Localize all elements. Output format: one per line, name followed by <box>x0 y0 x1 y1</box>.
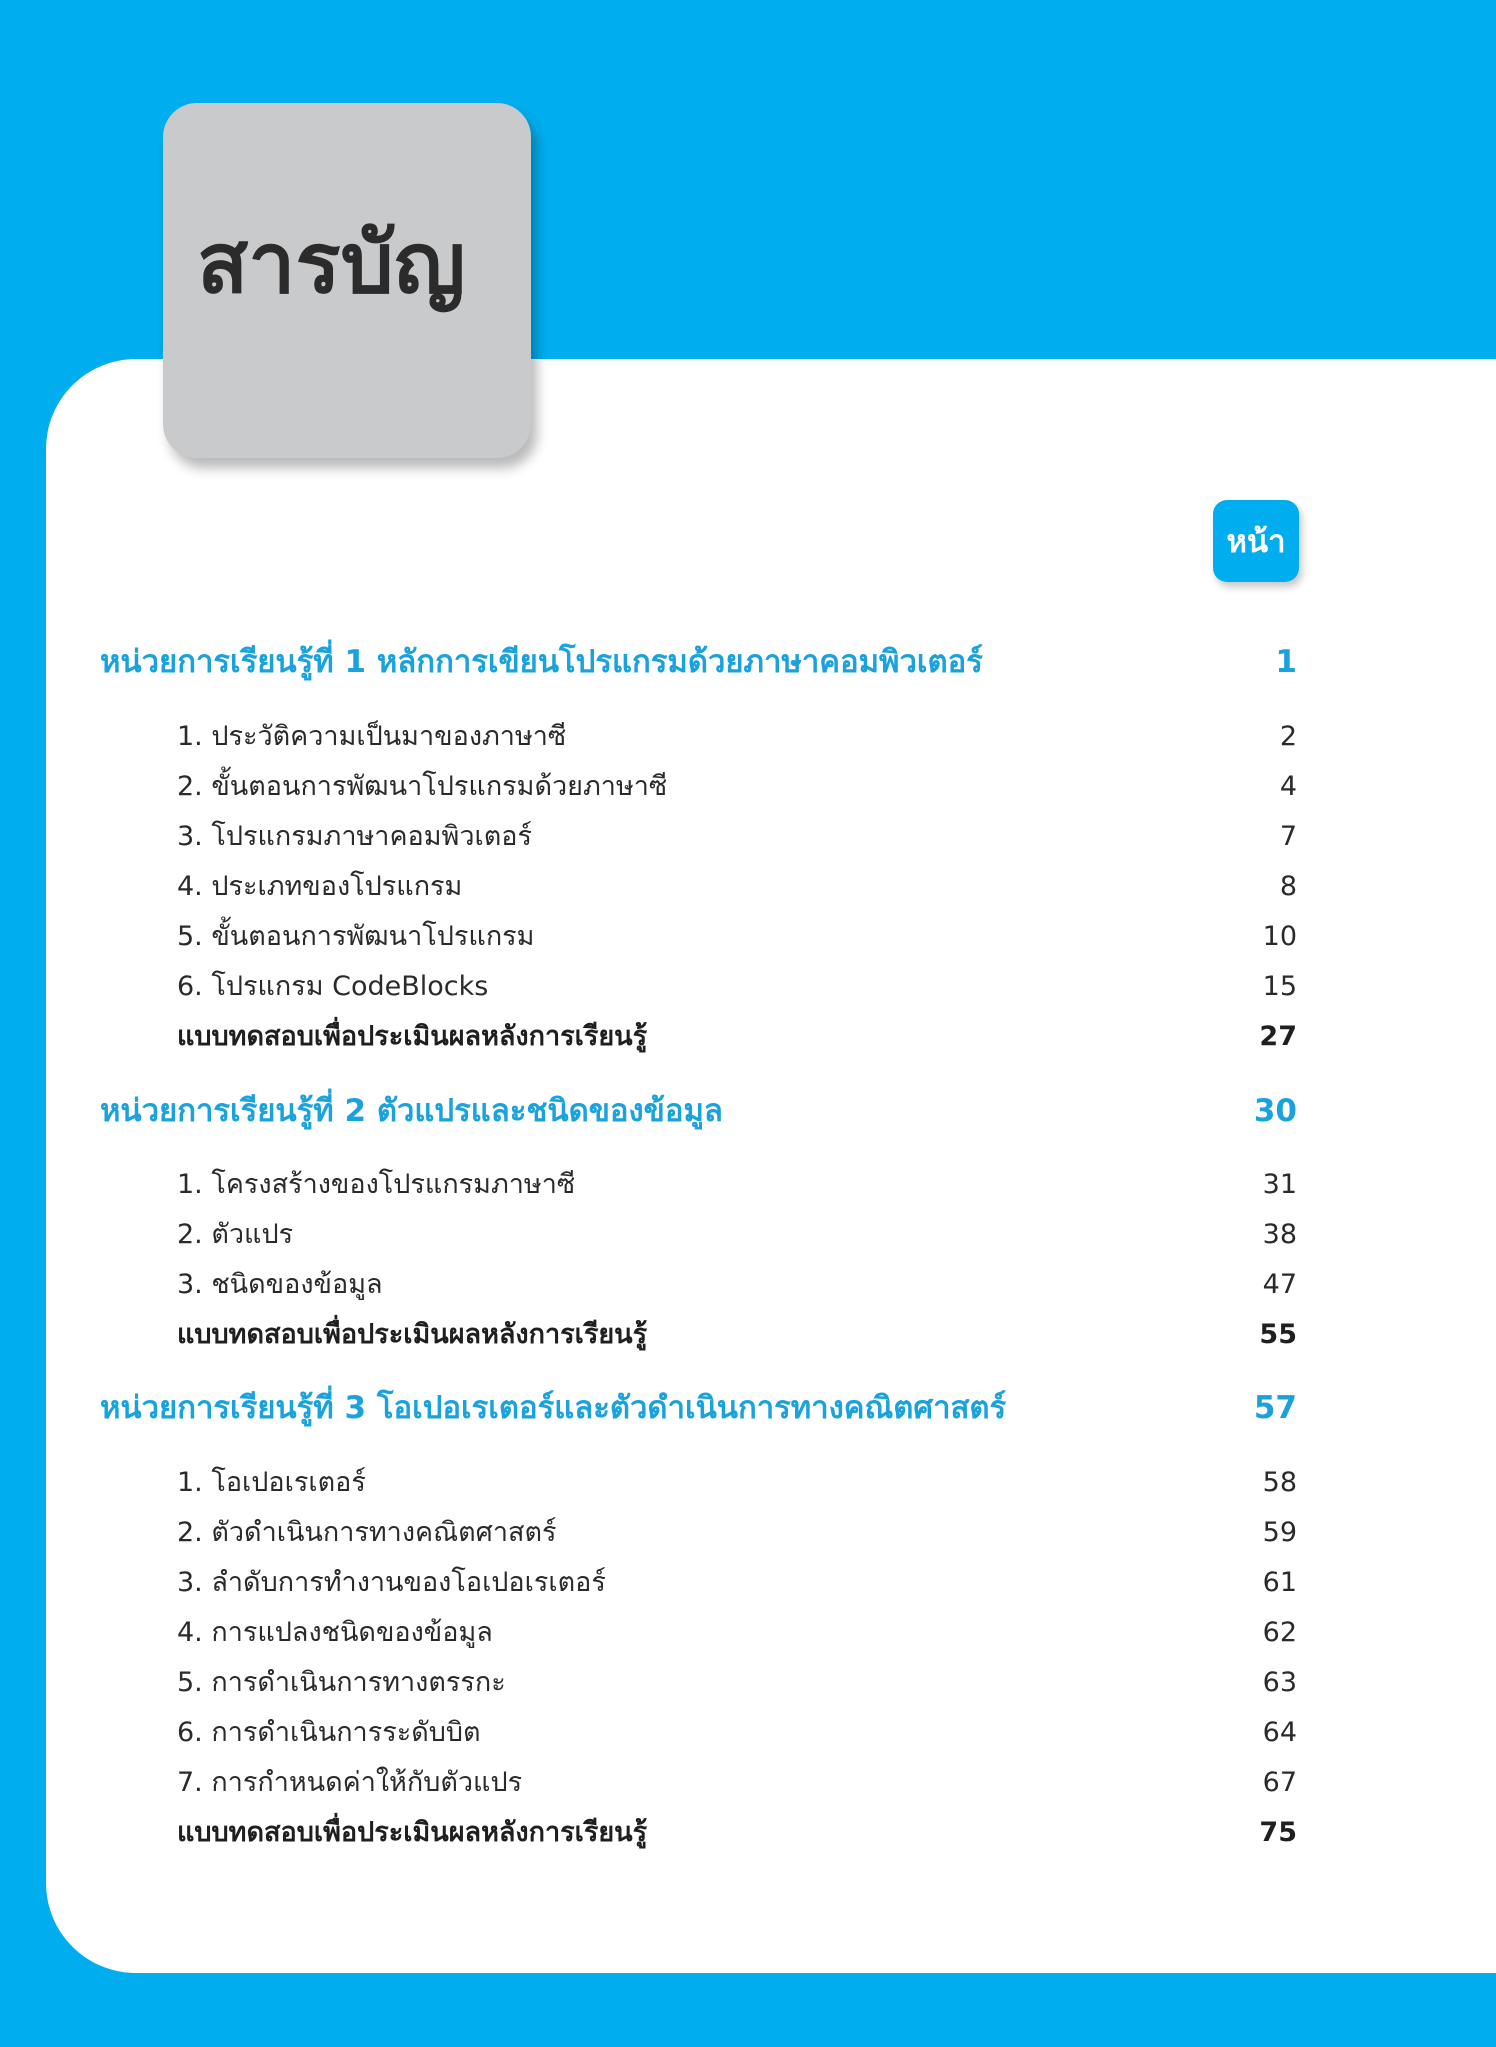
toc-test-item[interactable] <box>177 1312 1297 1355</box>
unit-page-number: 57 <box>1253 1390 1297 1426</box>
toc-item-page: 58 <box>1262 1467 1297 1498</box>
unit-heading-2[interactable] <box>100 1085 1297 1135</box>
toc-item-page: 59 <box>1262 1517 1297 1548</box>
toc-item-label: 6. การดำเนินการระดับบิต <box>177 1717 481 1748</box>
page-title: สารบัญ <box>197 214 466 312</box>
toc-test-page: 75 <box>1259 1817 1297 1848</box>
toc-item[interactable] <box>177 714 1297 757</box>
toc-item-page: 38 <box>1262 1219 1297 1250</box>
toc-test-item[interactable] <box>177 1014 1297 1057</box>
toc-item-page: 8 <box>1279 871 1297 902</box>
toc-item[interactable] <box>177 814 1297 857</box>
toc-item[interactable] <box>177 1560 1297 1603</box>
toc-item-label: 4. การแปลงชนิดของข้อมูล <box>177 1617 493 1648</box>
toc-item-page: 47 <box>1262 1269 1297 1300</box>
toc-test-label: แบบทดสอบเพื่อประเมินผลหลังการเรียนรู้ <box>177 1319 648 1350</box>
toc-item[interactable] <box>177 1610 1297 1653</box>
title-box <box>163 103 531 458</box>
unit-page-number: 30 <box>1253 1093 1297 1129</box>
toc-item-label: 2. ขั้นตอนการพัฒนาโปรแกรมด้วยภาษาซี <box>177 771 668 802</box>
toc-item[interactable] <box>177 964 1297 1007</box>
unit-page-number: 1 <box>1275 644 1297 680</box>
toc-item[interactable] <box>177 914 1297 957</box>
unit-title: หน่วยการเรียนรู้ที่ 1 หลักการเขียนโปรแกรมด้วยภาษาคอมพิวเตอร์ <box>100 644 983 680</box>
toc-item[interactable] <box>177 764 1297 807</box>
toc-item[interactable] <box>177 1212 1297 1255</box>
toc-item-label: 3. ลำดับการทำงานของโอเปอเรเตอร์ <box>177 1567 606 1598</box>
toc-item[interactable] <box>177 1162 1297 1205</box>
toc-item-label: 2. ตัวดำเนินการทางคณิตศาสตร์ <box>177 1517 557 1548</box>
toc-item-label: 4. ประเภทของโปรแกรม <box>177 871 463 902</box>
toc-test-page: 55 <box>1259 1319 1297 1350</box>
unit-title: หน่วยการเรียนรู้ที่ 3 โอเปอเรเตอร์และตัวดำเนินการทางคณิตศาสตร์ <box>100 1390 1007 1426</box>
toc-item[interactable] <box>177 864 1297 907</box>
toc-item-page: 67 <box>1262 1767 1297 1798</box>
toc-item-page: 15 <box>1262 971 1297 1002</box>
toc-item-page: 61 <box>1262 1567 1297 1598</box>
toc-test-label: แบบทดสอบเพื่อประเมินผลหลังการเรียนรู้ <box>177 1021 648 1052</box>
toc-item[interactable] <box>177 1710 1297 1753</box>
toc-item-page: 2 <box>1279 721 1297 752</box>
toc-item-page: 64 <box>1262 1717 1297 1748</box>
toc-item-page: 62 <box>1262 1617 1297 1648</box>
toc-item-page: 31 <box>1262 1169 1297 1200</box>
toc-test-label: แบบทดสอบเพื่อประเมินผลหลังการเรียนรู้ <box>177 1817 648 1848</box>
toc-item[interactable] <box>177 1262 1297 1305</box>
toc-item-label: 7. การกำหนดค่าให้กับตัวแปร <box>177 1767 523 1798</box>
toc-item-label: 3. โปรแกรมภาษาคอมพิวเตอร์ <box>177 821 532 852</box>
toc-item-page: 4 <box>1279 771 1297 802</box>
toc-item-page: 10 <box>1262 921 1297 952</box>
toc-item-page: 63 <box>1262 1667 1297 1698</box>
toc-item[interactable] <box>177 1760 1297 1803</box>
toc-item-label: 1. โอเปอเรเตอร์ <box>177 1467 366 1498</box>
toc-item[interactable] <box>177 1460 1297 1503</box>
toc-item-label: 5. การดำเนินการทางตรรกะ <box>177 1667 506 1698</box>
toc-item-page: 7 <box>1279 821 1297 852</box>
unit-heading-1[interactable] <box>100 636 1297 686</box>
toc-item[interactable] <box>177 1510 1297 1553</box>
toc-item-label: 5. ขั้นตอนการพัฒนาโปรแกรม <box>177 921 535 952</box>
unit-heading-3[interactable] <box>100 1382 1297 1432</box>
toc-item-label: 3. ชนิดของข้อมูล <box>177 1269 383 1300</box>
toc-item-label: 1. โครงสร้างของโปรแกรมภาษาซี <box>177 1169 576 1200</box>
toc-item-label: 6. โปรแกรม CodeBlocks <box>177 971 489 1002</box>
toc-test-item[interactable] <box>177 1810 1297 1853</box>
page-column-badge: หน้า <box>1213 500 1299 582</box>
toc-item[interactable] <box>177 1660 1297 1703</box>
toc-item-label: 1. ประวัติความเป็นมาของภาษาซี <box>177 721 567 752</box>
unit-title: หน่วยการเรียนรู้ที่ 2 ตัวแปรและชนิดของข้อมูล <box>100 1093 723 1129</box>
toc-item-label: 2. ตัวแปร <box>177 1219 294 1250</box>
toc-test-page: 27 <box>1259 1021 1297 1052</box>
